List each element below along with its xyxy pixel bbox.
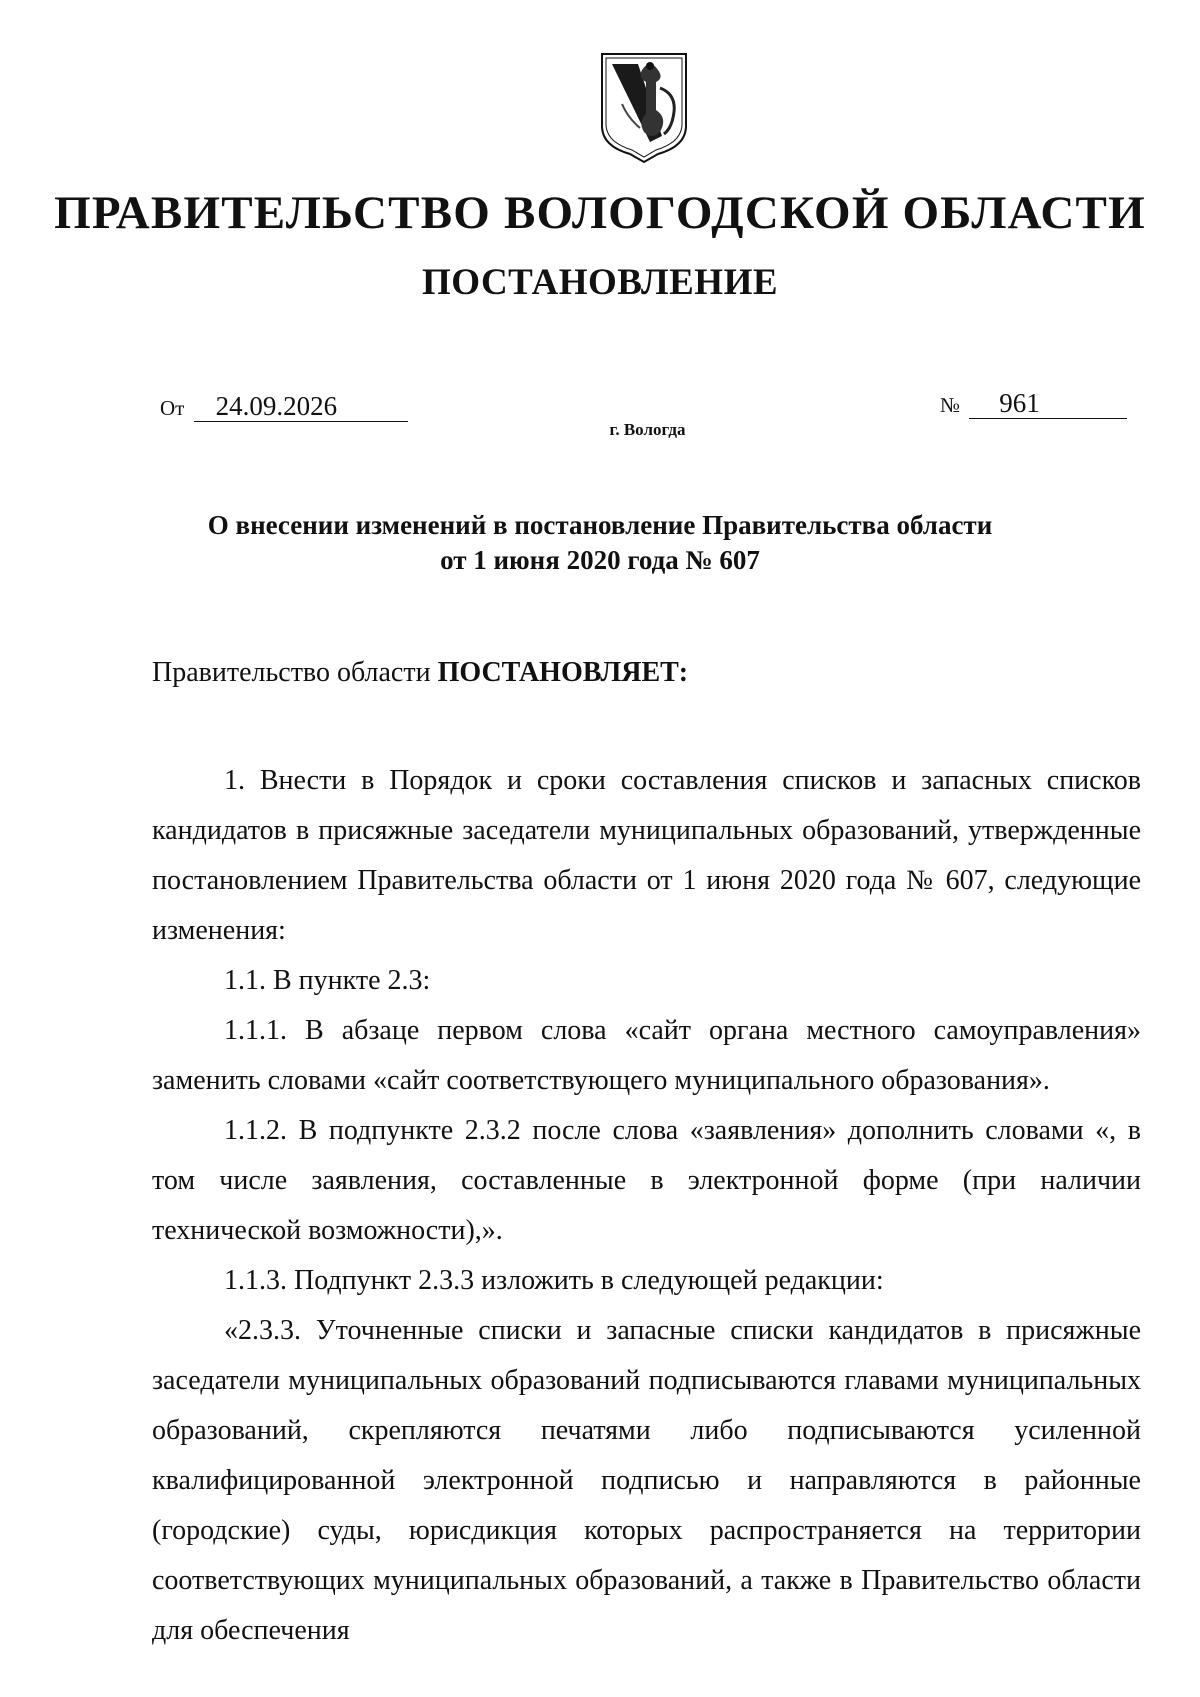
organization-title: ПРАВИТЕЛЬСТВО ВОЛОГОДСКОЙ ОБЛАСТИ xyxy=(54,187,1146,239)
document-subject xyxy=(0,508,1200,578)
paragraph-1: 1. Внести в Порядок и сроки составления списков и запасных списков кандидатов в присяжные заседатели муниципальных образований, утвержденные постановлением Правительства области от 1 июня 2020 года № 607, следующие изменения: xyxy=(152,765,1141,946)
decree-lead-text: Правительство области xyxy=(152,657,438,688)
paragraph-2-3-3-quote: «2.3.3. Уточненные списки и запасные списки кандидатов в присяжные заседатели муниципальных образований подписываются главами муниципальных образований, скрепляются печатями либо подписываются усиленной квалифицированной электронной подписью и направляются в районные (городские) суды, юрисдикция которых распространяется на территории соответствующих муниципальных образований, а также в Правительство области для обеспечения xyxy=(152,1315,1141,1646)
paragraph-1-1-3: 1.1.3. Подпункт 2.3.3 изложить в следующей редакции: xyxy=(224,1265,884,1296)
subject-line-2: от 1 июня 2020 года № 607 xyxy=(440,545,760,575)
city-label: г. Вологда xyxy=(609,420,686,439)
paragraph-1-1-2: 1.1.2. В подпункте 2.3.2 после слова «заявления» дополнить словами «, в том числе заявления, составленные в электронной форме (при наличии технической возможности),». xyxy=(152,1115,1141,1246)
date-prefix: От xyxy=(160,396,185,420)
document-number: 961 xyxy=(969,388,1127,419)
document-date: 24.09.2026 xyxy=(194,391,408,422)
coat-of-arms-emblem xyxy=(598,48,690,168)
paragraph-1-1-1: 1.1.1. В абзаце первом слова «сайт органа местного самоуправления» заменить словами «сайт соответствующего муниципального образования». xyxy=(152,1015,1141,1096)
decree-lead xyxy=(152,657,688,689)
number-prefix: № xyxy=(940,393,961,417)
document-type: ПОСТАНОВЛЕНИЕ xyxy=(421,262,779,303)
subject-line-1: О внесении изменений в постановление Правительства области xyxy=(207,510,993,540)
decree-lead-keyword: ПОСТАНОВЛЯЕТ: xyxy=(437,657,689,688)
document-number-field xyxy=(940,388,1127,419)
document-body xyxy=(152,756,1141,1656)
paragraph-1-1: 1.1. В пункте 2.3: xyxy=(224,965,431,996)
document-date-field xyxy=(160,391,408,422)
